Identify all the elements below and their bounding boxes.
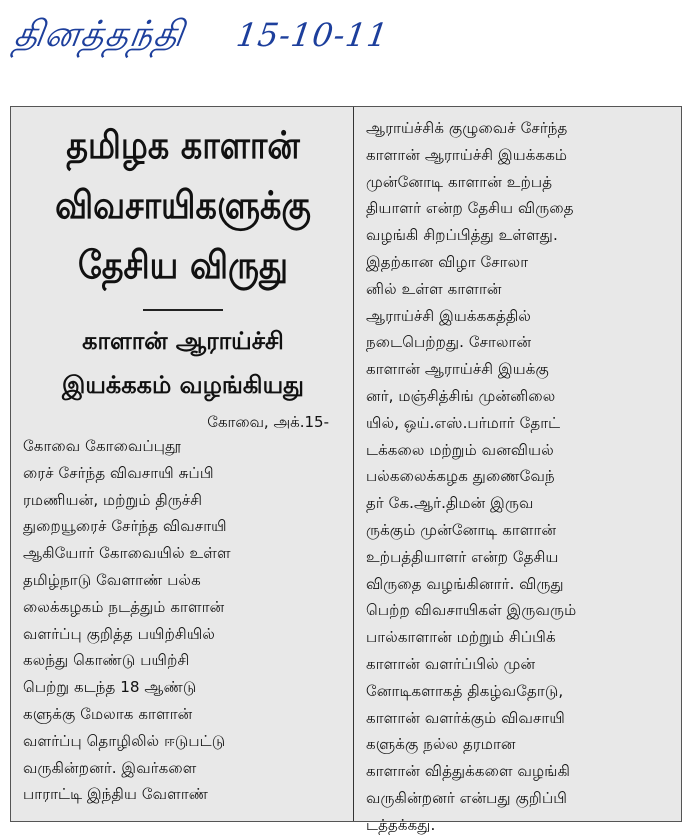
headline	[23, 115, 343, 295]
right-body-text	[366, 115, 673, 839]
body-line: உற்பத்தியாளர் என்ற தேசிய	[366, 547, 559, 566]
body-line: ஆகியோர் கோவையில் உள்ள	[23, 544, 231, 563]
body-line: யில், ஒய்.எஸ்.பர்மார் தோட்	[366, 413, 561, 432]
body-line: பெற்று கடந்த 18 ஆண்டு	[23, 678, 197, 697]
body-line: லைக்கழகம் நடத்தும் காளான்	[23, 597, 225, 616]
body-line: களுக்கு நல்ல தரமான	[366, 735, 516, 754]
body-line: ஆராய்ச்சிக் குழுவைச் சேர்ந்த	[366, 119, 568, 137]
body-line: காளான் ஆராய்ச்சி இயக்ககம்	[366, 145, 568, 164]
body-line: பெற்ற விவசாயிகள் இருவரும்	[366, 601, 577, 620]
body-line: கலந்து கொண்டு பயிற்சி	[23, 651, 190, 670]
body-line: நடைபெற்றது. சோலான்	[366, 333, 532, 352]
body-line: ரைச் சேர்ந்த விவசாயி சுப்பி	[23, 463, 214, 482]
handwritten-date: 15-10-11	[233, 16, 392, 54]
body-line: பாராட்டி இந்திய வேளாண்	[23, 785, 209, 804]
body-line: துறையூரைச் சேர்ந்த விவசாயி	[23, 517, 227, 536]
body-line: காளான் வளர்ப்பில் முன்	[366, 654, 536, 673]
body-line: தியாளர் என்ற தேசிய விருதை	[366, 199, 574, 218]
body-line: ஆராய்ச்சி இயக்ககத்தில்	[366, 306, 532, 325]
left-column	[11, 107, 353, 821]
body-line: இதற்கான விழா சோலா	[366, 252, 529, 271]
body-line: விருதை வழங்கினார். விருது	[366, 574, 564, 593]
headline-line: தமிழக காளான்	[66, 123, 300, 167]
headline-line: விவசாயிகளுக்கு	[55, 183, 311, 227]
subheadline	[23, 319, 343, 407]
body-line: டக்கலை மற்றும் வனவியல்	[366, 440, 554, 459]
body-line: வழங்கி சிறப்பித்து உள்ளது.	[366, 226, 558, 245]
body-line: வருகின்றனர் என்பது குறிப்பி	[366, 788, 568, 807]
body-line: களுக்கு மேலாக காளான்	[23, 704, 193, 723]
body-line: பால்காளான் மற்றும் சிப்பிக்	[366, 628, 556, 647]
body-line: டத்தக்கது.	[366, 815, 436, 834]
body-line: தமிழ்நாடு வேளாண் பல்க	[23, 570, 201, 589]
body-line: தர் கே.ஆர்.திமன் இருவ	[366, 494, 534, 513]
body-line: வருகின்றனர். இவர்களை	[23, 758, 197, 777]
headline-line: தேசிய விருது	[77, 243, 289, 287]
body-line: காளான் வித்துக்களை வழங்கி	[366, 762, 571, 781]
left-body-text	[23, 433, 343, 808]
body-line: காளான் ஆராய்ச்சி இயக்கு	[366, 360, 549, 379]
handwritten-annotation	[11, 14, 392, 60]
headline-divider	[143, 309, 223, 311]
body-line: னில் உள்ள காளான்	[366, 279, 502, 298]
body-line: ருக்கும் முன்னோடி காளான்	[366, 520, 557, 539]
subhead-line: காளான் ஆராய்ச்சி	[82, 327, 284, 355]
handwritten-paper-name: தினத்தந்தி	[11, 14, 188, 55]
body-line: கோவை கோவைப்புதூ	[23, 437, 182, 455]
body-line: முன்னோடி காளான் உற்பத்	[366, 172, 553, 191]
body-line: பல்கலைக்கழக துணைவேந்	[366, 467, 555, 486]
newspaper-clipping	[10, 106, 682, 834]
body-line: ரமணியன், மற்றும் திருச்சி	[23, 490, 203, 509]
right-column	[354, 107, 681, 834]
body-line: னோடிகளாகத் திகழ்வதோடு,	[366, 681, 564, 700]
body-line: வளர்ப்பு தொழிலில் ஈடுபட்டு	[23, 731, 226, 750]
body-line: வளர்ப்பு குறித்த பயிற்சியில்	[23, 624, 216, 643]
body-line: னர், மஞ்சித்சிங் முன்னிலை	[366, 386, 556, 405]
dateline: கோவை, அக்.15-	[207, 413, 329, 431]
subhead-line: இயக்ககம் வழங்கியது	[61, 371, 304, 399]
body-line: காளான் வளர்க்கும் விவசாயி	[366, 708, 565, 727]
